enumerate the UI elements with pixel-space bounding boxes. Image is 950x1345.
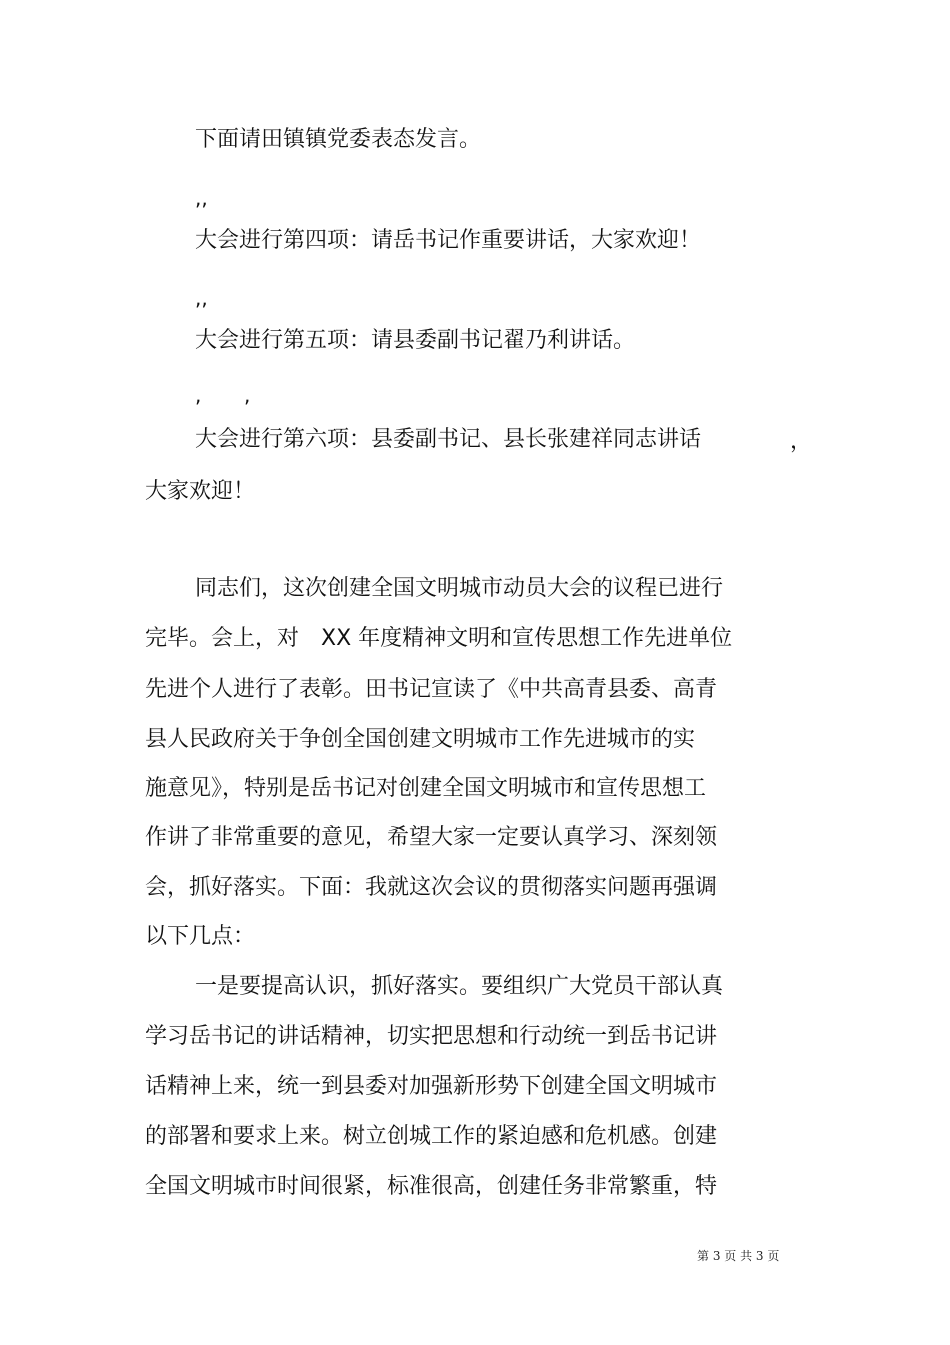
- agenda-line-1: 下面请田镇镇党委表态发言。: [195, 127, 482, 152]
- point-one-line-3: 话精神上来，统一到县委对加强新形势下创建全国文明城市: [145, 1074, 718, 1099]
- closing-paragraph-line-1: 同志们，这次创建全国文明城市动员大会的议程已进行: [195, 576, 724, 601]
- point-one-line-5: 全国文明城市时间很紧，标准很高，创建任务非常繁重，特: [145, 1174, 718, 1199]
- closing-paragraph-line-7: 会，抓好落实。下面：我就这次会议的贯彻落实问题再强调: [145, 875, 718, 900]
- separator-mark-3a: ,: [195, 383, 202, 407]
- agenda-line-item-6: 大会进行第六项：县委副书记、县长张建祥同志讲话: [195, 427, 702, 452]
- closing-paragraph-line-4: 县人民政府关于争创全国创建文明城市工作先进城市的实: [145, 727, 696, 752]
- agenda-line-item-6-trailing-comma: ，: [790, 429, 813, 454]
- closing-paragraph-line-8: 以下几点：: [145, 924, 256, 949]
- point-one-line-2: 学习岳书记的讲话精神，切实把思想和行动统一到岳书记讲: [145, 1024, 718, 1049]
- page-number-footer: 第 3 页 共 3 页: [697, 1249, 780, 1263]
- agenda-line-item-6-continued: 大家欢迎！: [145, 479, 256, 504]
- closing-paragraph-line-3: 先进个人进行了表彰。田书记宣读了《中共高青县委、高青: [145, 677, 718, 702]
- separator-mark-2: ,,: [195, 286, 208, 310]
- point-one-line-4: 的部署和要求上来。树立创城工作的紧迫感和危机感。创建: [145, 1124, 718, 1149]
- closing-paragraph-line-2: 完毕。会上，对 XX 年度精神文明和宣传思想工作先进单位: [145, 626, 733, 651]
- agenda-line-item-5: 大会进行第五项：请县委副书记翟乃利讲话。: [195, 328, 636, 353]
- point-one-line-1: 一是要提高认识，抓好落实。要组织广大党员干部认真: [195, 974, 724, 999]
- agenda-line-item-4: 大会进行第四项：请岳书记作重要讲话，大家欢迎！: [195, 228, 702, 253]
- closing-paragraph-line-5: 施意见》，特别是岳书记对创建全国文明城市和宣传思想工: [145, 776, 707, 801]
- closing-paragraph-line-6: 作讲了非常重要的意见，希望大家一定要认真学习、深刻领: [145, 825, 718, 850]
- separator-mark-3b: ,: [244, 383, 251, 407]
- separator-mark-1: ,,: [195, 186, 208, 210]
